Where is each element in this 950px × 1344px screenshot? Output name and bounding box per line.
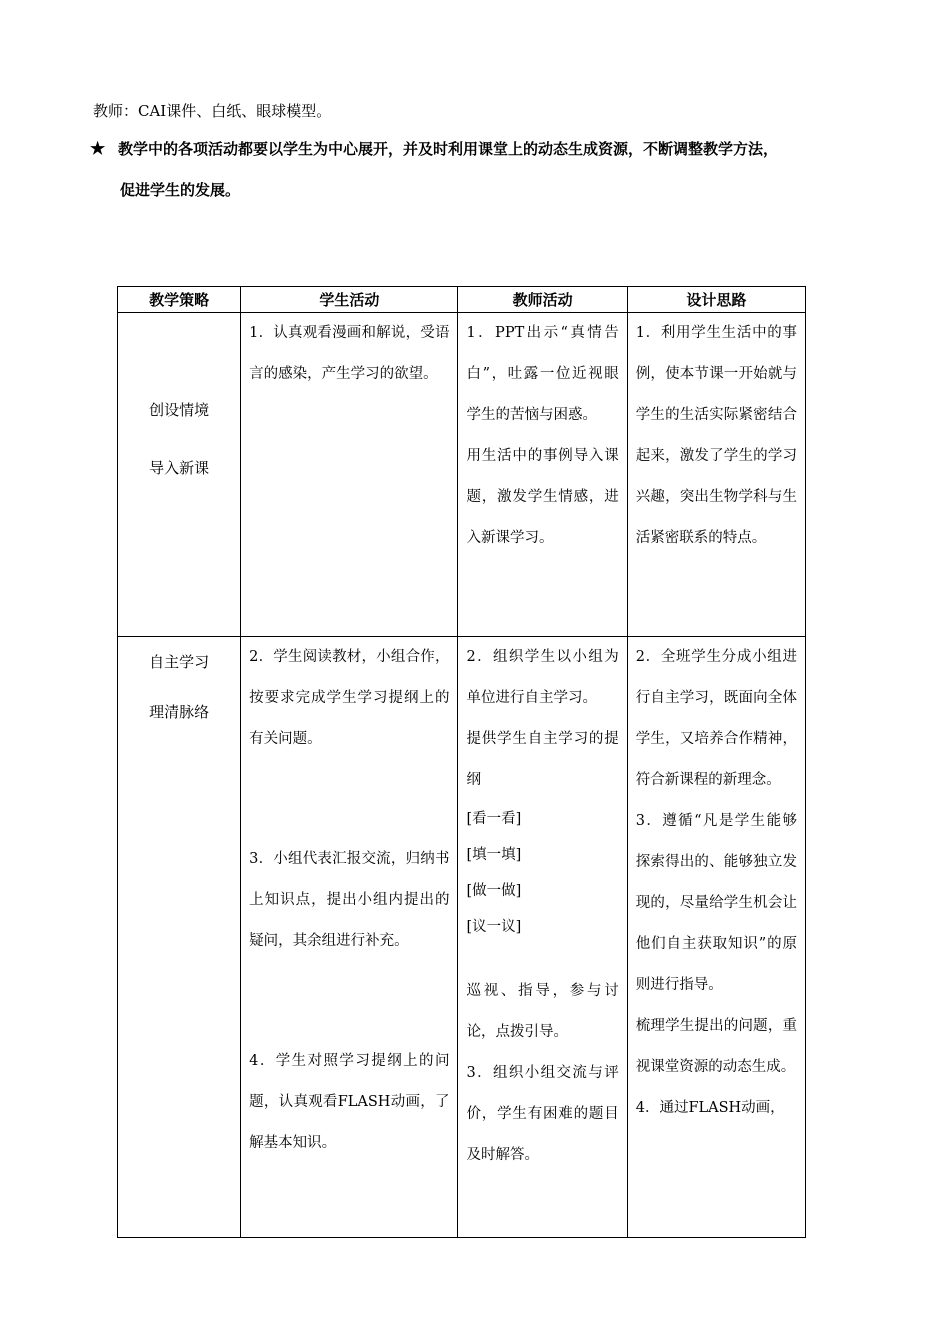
- notice-line-2: 促进学生的发展。: [120, 181, 241, 199]
- strategy-cell: [118, 637, 241, 1238]
- header-teacher-activity: 教师活动: [458, 287, 627, 313]
- strategy-text: 理清脉络: [149, 703, 210, 721]
- teacher-activity-text: [填一填]: [466, 847, 522, 863]
- student-activity-text: 3．小组代表汇报交流，归纳书上知识点，提出小组内提出的疑问，其余组进行补充。: [249, 851, 450, 949]
- student-activity-text: 2．学生阅读教材，小组合作，按要求完成学生学习提纲上的有关问题。: [249, 649, 450, 747]
- materials-line: 教师：CAI课件、白纸、眼球模型。: [93, 102, 332, 120]
- teacher-activity-text: 提供学生自主学习的提纲: [466, 731, 619, 788]
- student-activity-cell: [241, 313, 458, 637]
- teacher-activity-text: [看一看]: [466, 811, 522, 827]
- header-student-activity: 学生活动: [241, 287, 458, 313]
- table-header-row: [118, 287, 806, 313]
- strategy-text: 创设情境: [149, 401, 210, 419]
- design-idea-text: 3．遵循“凡是学生能够探索得出的、能够独立发现的，尽量给学生机会让他们自主获取知识”的原则进行指导。: [635, 813, 797, 993]
- table-row: [118, 637, 806, 1238]
- header-design-idea: 设计思路: [627, 287, 805, 313]
- teacher-activity-cell: [458, 637, 627, 1238]
- star-icon: ★: [90, 139, 106, 159]
- teacher-activity-text: 1．PPT出示“真情告白”，吐露一位近视眼学生的苦恼与困惑。: [466, 325, 619, 423]
- lesson-plan-table: [117, 286, 806, 1238]
- student-activity-cell: [241, 637, 458, 1238]
- teacher-activity-text: 3．组织小组交流与评价，学生有困难的题目及时解答。: [466, 1065, 619, 1163]
- student-activity-text: 4．学生对照学习提纲上的问题，认真观看FLASH动画，了解基本知识。: [249, 1053, 450, 1151]
- teacher-activity-cell: [458, 313, 627, 637]
- teacher-activity-text: [议一议]: [466, 919, 522, 935]
- design-idea-cell: [627, 313, 805, 637]
- teacher-activity-text: [做一做]: [466, 883, 522, 899]
- strategy-text: 自主学习: [149, 653, 210, 671]
- strategy-cell: [118, 313, 241, 637]
- design-idea-cell: [627, 637, 805, 1238]
- table-row: [118, 313, 806, 637]
- design-idea-text: 4．通过FLASH动画，: [635, 1100, 785, 1116]
- teacher-activity-text: 巡视、指导，参与讨论，点拨引导。: [466, 983, 619, 1040]
- teacher-activity-text: 用生活中的事例导入课题，激发学生情感，进入新课学习。: [466, 448, 619, 546]
- design-idea-text: 梳理学生提出的问题，重视课堂资源的动态生成。: [635, 1018, 797, 1075]
- design-idea-text: 1．利用学生生活中的事例，使本节课一开始就与学生的生活实际紧密结合起来，激发了学生的学习兴趣，突出生物学科与生活紧密联系的特点。: [635, 325, 797, 546]
- notice-line-1: [90, 138, 778, 159]
- notice-text-1: 教学中的各项活动都要以学生为中心展开，并及时利用课堂上的动态生成资源，不断调整教学方法，: [118, 140, 779, 158]
- student-activity-text: 1．认真观看漫画和解说，受语言的感染，产生学习的欲望。: [249, 325, 450, 382]
- design-idea-text: 2．全班学生分成小组进行自主学习，既面向全体学生，又培养合作精神，符合新课程的新理念。: [635, 649, 797, 788]
- header-strategy: 教学策略: [118, 287, 241, 313]
- teacher-activity-text: 2．组织学生以小组为单位进行自主学习。: [466, 649, 619, 706]
- strategy-text: 导入新课: [149, 459, 210, 477]
